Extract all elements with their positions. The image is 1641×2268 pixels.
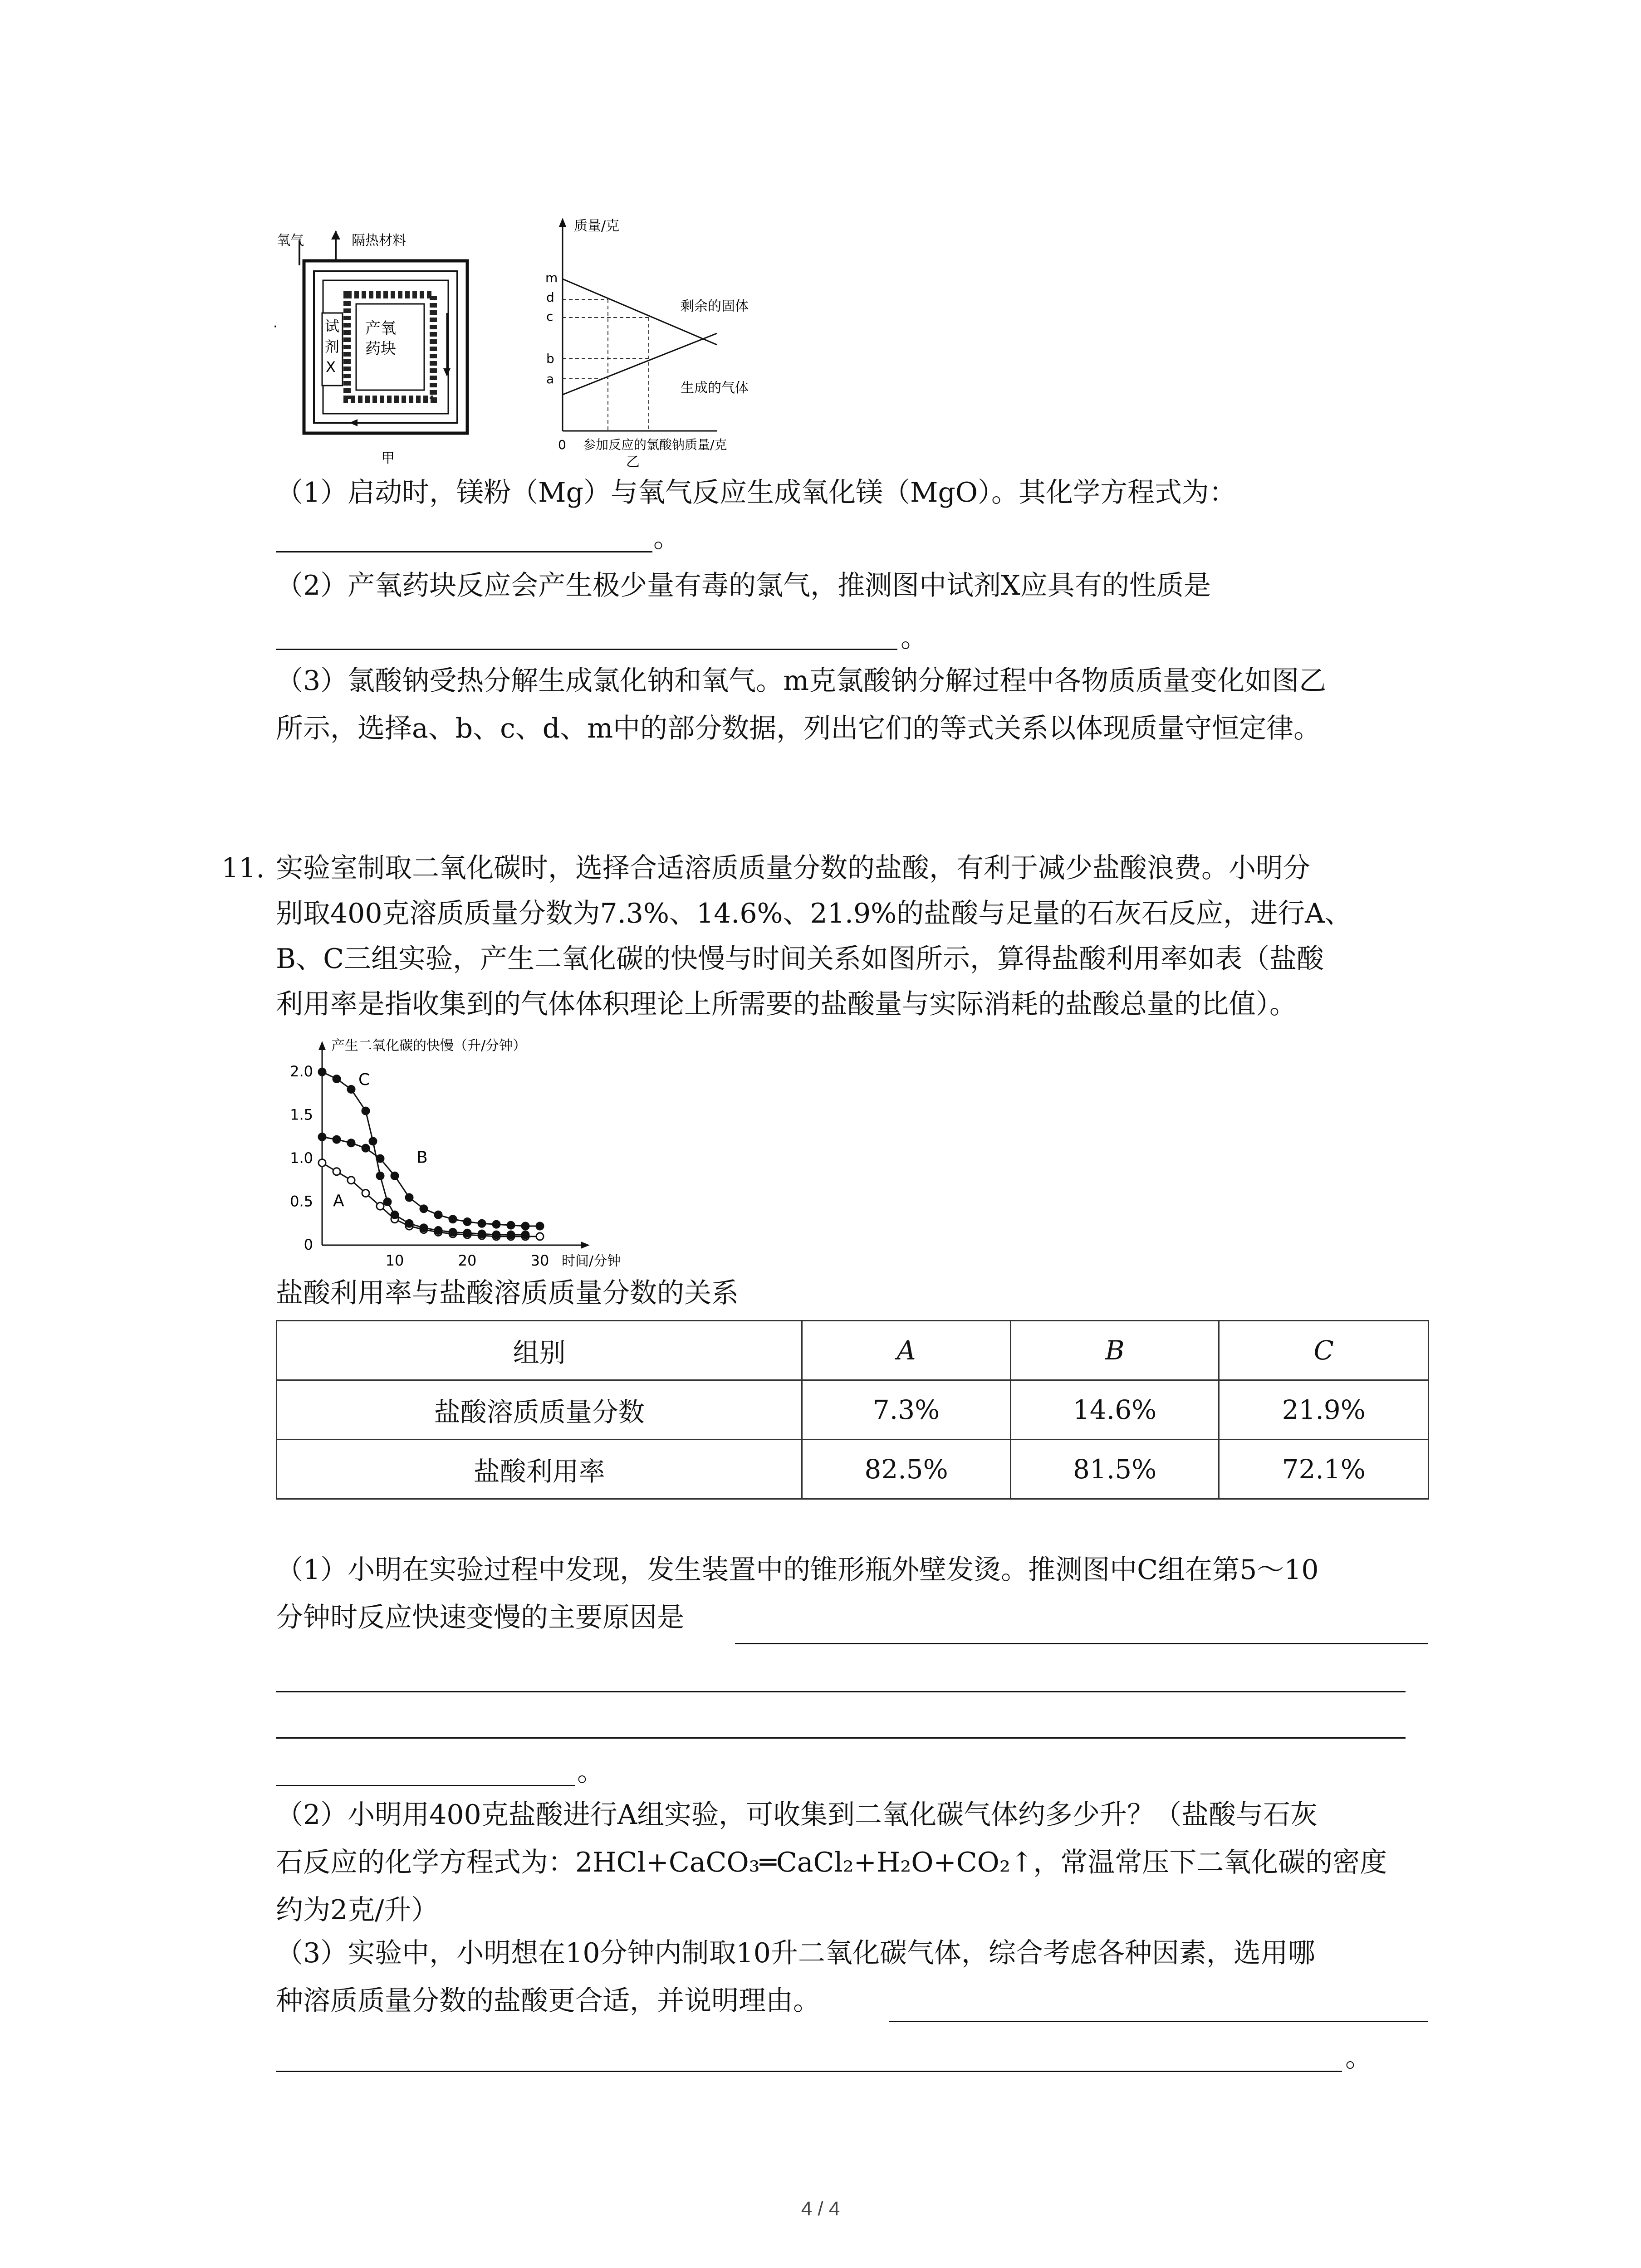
q11-part3-end: 。	[1345, 2042, 1372, 2073]
data-point-A	[348, 1177, 355, 1184]
insulation-label: 隔热材料	[352, 233, 406, 249]
q10-part1-text: （1）启动时，镁粉（Mg）与氧气反应生成氧化镁（MgO）。其化学方程式为：	[276, 477, 1237, 508]
data-point-C	[318, 1068, 326, 1075]
data-point-C	[420, 1224, 427, 1232]
q11-part3-answer-blank-1[interactable]	[889, 2021, 1428, 2022]
q11-part1-answer-blank-1[interactable]	[735, 1643, 1428, 1644]
y-tick-label: 0.5	[290, 1193, 313, 1210]
data-point-B	[348, 1139, 355, 1147]
q10-part2-text: （2）产氧药块反应会产生极少量有毒的氯气，推测图中试剂X应具有的性质是	[276, 570, 1211, 601]
data-point-A	[333, 1168, 340, 1175]
data-point-C	[406, 1220, 413, 1227]
data-point-B	[522, 1222, 529, 1230]
data-point-C	[435, 1227, 442, 1234]
data-point-C	[384, 1198, 391, 1206]
data-point-B	[391, 1172, 398, 1179]
q11-part1-line1: （1）小明在实验过程中发现，发生装置中的锥形瓶外壁发烫。推测图中C组在第5～10	[276, 1554, 1319, 1586]
y-label-b: b	[546, 351, 554, 366]
q11-part1-answer-blank-3[interactable]	[276, 1737, 1406, 1739]
q10-part2-end: 。	[901, 622, 928, 654]
y-tick-label: 1.0	[290, 1149, 313, 1167]
data-point-C	[348, 1085, 355, 1093]
data-point-B	[362, 1144, 369, 1152]
q11-part1-line2: 分钟时反应快速变慢的主要原因是	[276, 1602, 684, 1633]
data-point-C	[522, 1231, 529, 1238]
data-point-C	[493, 1231, 500, 1238]
y-axis-arrow	[318, 1041, 326, 1050]
figure-yi-caption: 乙	[626, 454, 640, 467]
reagent-char-2: 剂	[325, 338, 340, 355]
data-point-B	[333, 1136, 340, 1143]
data-point-B	[493, 1221, 500, 1228]
data-point-A	[536, 1233, 544, 1240]
series-label-A: A	[333, 1192, 344, 1211]
header-b: B	[1010, 1321, 1219, 1380]
table-header-row	[277, 1321, 1429, 1380]
figure-jia-caption: 甲	[381, 450, 395, 466]
y-label-c: c	[546, 309, 554, 324]
q11-intro-line3: B、C三组实验，产生二氧化碳的快慢与时间关系如图所示，算得盐酸利用率如表（盐酸	[276, 943, 1324, 975]
cell: 82.5%	[802, 1440, 1011, 1499]
chart-xlabel: 时间/分钟	[562, 1253, 621, 1269]
table-row	[277, 1380, 1429, 1440]
gas-label: 生成的气体	[681, 380, 749, 396]
y-tick-label: 2.0	[290, 1063, 313, 1080]
reagent-char-3: X	[326, 358, 336, 376]
q10-part2-answer-blank[interactable]	[276, 649, 897, 650]
data-point-C	[464, 1229, 471, 1237]
q11-intro-line4: 利用率是指收集到的气体体积理论上所需要的盐酸量与实际消耗的盐酸总量的比值）。	[276, 988, 1297, 1020]
page-number: 4 / 4	[801, 2198, 840, 2220]
mass-graph-xlabel: 参加反应的氯酸钠质量/克	[583, 437, 727, 452]
data-point-B	[478, 1220, 485, 1227]
x-tick-label: 20	[458, 1252, 477, 1269]
mass-graph-origin: 0	[558, 437, 566, 452]
cell: 81.5%	[1010, 1440, 1219, 1499]
q10-part1-end: 。	[653, 522, 681, 554]
data-point-A	[362, 1189, 369, 1197]
y-tick-label: 0	[304, 1236, 313, 1253]
row-label-utilization: 盐酸利用率	[277, 1440, 802, 1499]
y-tick-label: 1.5	[290, 1106, 313, 1124]
data-point-B	[420, 1205, 427, 1212]
q11-intro-line1: 实验室制取二氧化碳时，选择合适溶质质量分数的盐酸，有利于减少盐酸浪费。小明分	[276, 852, 1310, 884]
q11-part3-answer-blank-2[interactable]	[276, 2071, 1342, 2072]
utilization-table	[276, 1320, 1429, 1500]
x-axis-arrow	[581, 1242, 590, 1249]
data-point-B	[318, 1133, 326, 1140]
apparatus-figure	[272, 222, 472, 467]
series-label-C: C	[358, 1070, 370, 1089]
data-point-B	[464, 1218, 471, 1225]
data-point-B	[435, 1211, 442, 1218]
data-point-A	[318, 1159, 326, 1167]
q11-intro-line2: 别取400克溶质质量分数为7.3%、14.6%、21.9%的盐酸与足量的石灰石反应，进行A、	[276, 898, 1352, 929]
data-point-C	[478, 1230, 485, 1237]
cell: 21.9%	[1219, 1380, 1429, 1440]
q11-part2-line2: 石反应的化学方程式为：2HCl+CaCO₃═CaCl₂+H₂O+CO₂↑，常温常压下二氧化碳的密度	[276, 1847, 1387, 1878]
q10-part3-line1: （3）氯酸钠受热分解生成氯化钠和氧气。m克氯酸钠分解过程中各物质质量变化如图乙	[276, 665, 1327, 697]
cell: 72.1%	[1219, 1440, 1429, 1499]
cell: 14.6%	[1010, 1380, 1219, 1440]
table-caption: 盐酸利用率与盐酸溶质质量分数的关系	[276, 1277, 739, 1309]
header-a: A	[802, 1321, 1011, 1380]
q11-part1-end: 。	[577, 1756, 604, 1788]
oxygen-label: 氧气	[277, 233, 304, 249]
solid-label: 剩余的固体	[681, 298, 749, 314]
chart-ylabel: 产生二氧化碳的快慢（升/分钟）	[331, 1038, 527, 1054]
data-point-C	[333, 1075, 340, 1082]
q11-part2-line1: （2）小明用400克盐酸进行A组实验，可收集到二氧化碳气体约多少升？（盐酸与石灰	[276, 1799, 1318, 1831]
data-point-B	[507, 1222, 514, 1229]
block-label-1: 产氧	[365, 319, 396, 337]
q11-part1-answer-blank-2[interactable]	[276, 1691, 1406, 1692]
q10-part3-line2: 所示，选择a、b、c、d、m中的部分数据，列出它们的等式关系以体现质量守恒定律。	[276, 713, 1321, 744]
block-label-2: 药块	[365, 340, 396, 358]
co2-rate-chart	[268, 1027, 658, 1281]
x-tick-label: 10	[385, 1252, 404, 1269]
y-label-a: a	[546, 371, 554, 386]
q11-number: 11.	[221, 852, 265, 884]
data-point-C	[391, 1211, 398, 1218]
q11-part1-answer-blank-4[interactable]	[276, 1785, 575, 1786]
data-point-C	[377, 1172, 384, 1179]
data-point-A	[377, 1202, 384, 1210]
q11-part2-line3: 约为2克/升）	[276, 1894, 439, 1926]
header-group: 组别	[277, 1321, 802, 1380]
y-label-m: m	[545, 270, 558, 285]
q11-part3-line2: 种溶质质量分数的盐酸更合适，并说明理由。	[276, 1985, 820, 2017]
mass-graph-ylabel: 质量/克	[574, 218, 620, 234]
data-point-B	[406, 1194, 413, 1201]
data-point-C	[449, 1228, 456, 1236]
mass-graph	[535, 213, 817, 467]
reagent-char-1: 试	[325, 318, 340, 335]
data-point-C	[369, 1138, 377, 1145]
y-label-d: d	[546, 290, 554, 305]
data-point-C	[362, 1107, 369, 1114]
data-point-C	[507, 1231, 514, 1238]
q10-part1-answer-blank[interactable]	[276, 551, 652, 552]
data-point-B	[449, 1216, 456, 1223]
data-point-B	[536, 1222, 544, 1230]
q11-part3-line1: （3）实验中，小明想在10分钟内制取10升二氧化碳气体，综合考虑各种因素，选用哪	[276, 1937, 1315, 1969]
header-c: C	[1219, 1321, 1429, 1380]
cell: 7.3%	[802, 1380, 1011, 1440]
series-label-B: B	[416, 1148, 428, 1167]
svg-text:·: ·	[273, 319, 278, 335]
x-tick-label: 30	[530, 1252, 549, 1269]
row-label-concentration: 盐酸溶质质量分数	[277, 1380, 802, 1440]
table-row	[277, 1440, 1429, 1499]
